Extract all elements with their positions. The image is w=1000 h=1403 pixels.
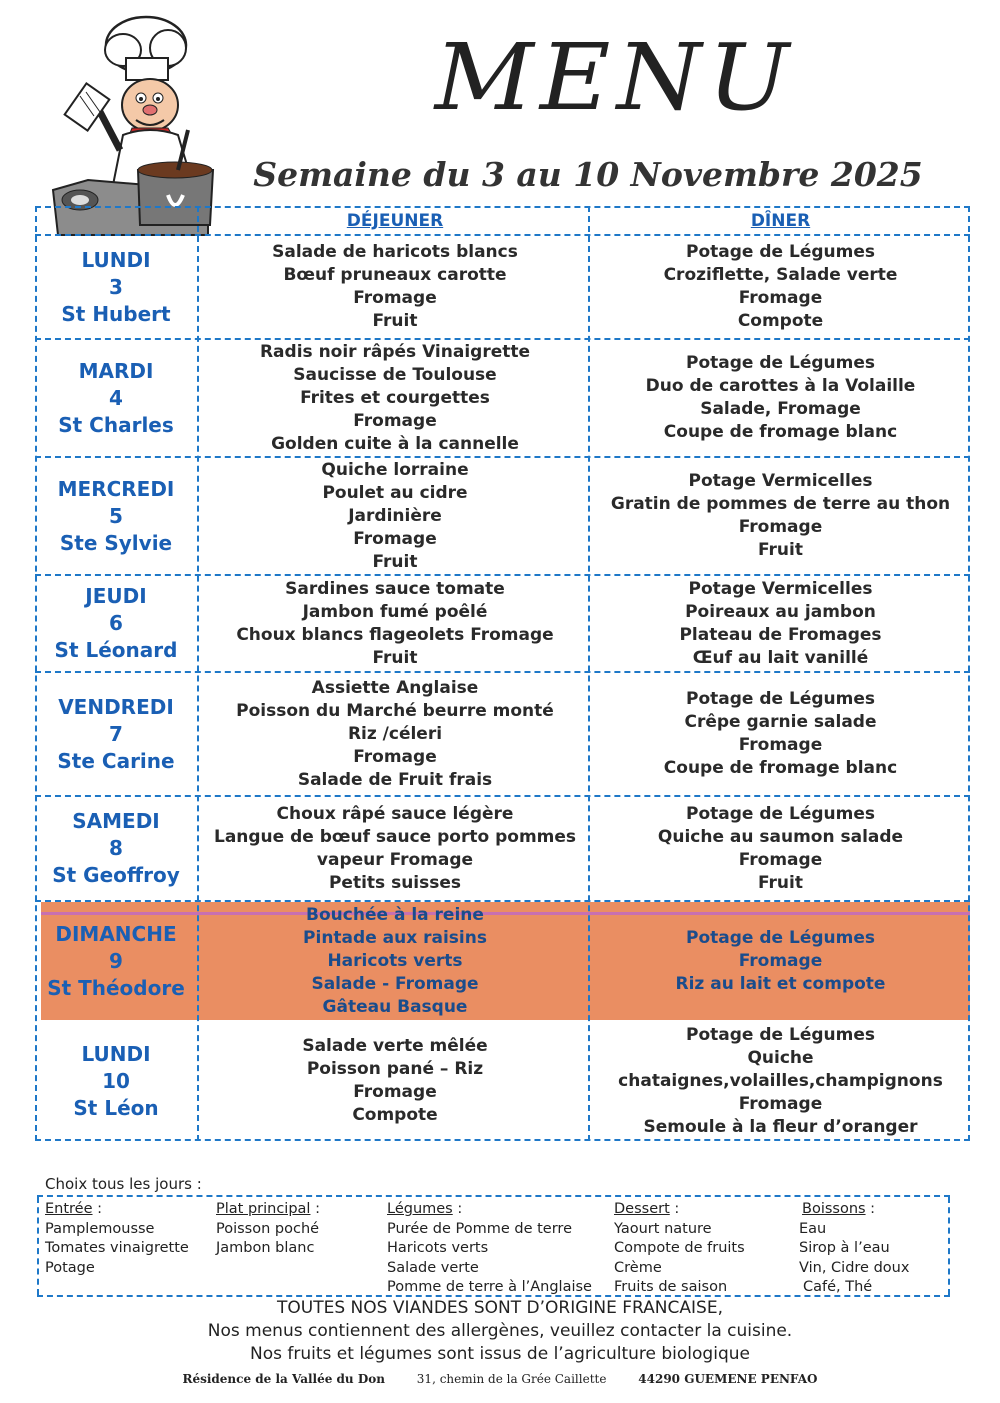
lunch-cell	[201, 1022, 589, 1140]
day-row	[35, 576, 970, 671]
dish: Compote	[737, 311, 824, 331]
dish: Potage de Légumes	[686, 353, 875, 373]
choice-item: Jambon blanc	[216, 1240, 315, 1256]
dish: Choux râpé sauce légère	[276, 803, 514, 824]
lunch-column-header: DÉJEUNER	[346, 211, 444, 231]
dish: Fromage	[353, 1082, 437, 1102]
dinner-cell	[591, 458, 970, 574]
page-title: MENU	[434, 24, 796, 131]
dish: Fromage	[738, 735, 823, 755]
dish: Gratin de pommes de terre au thon	[610, 494, 951, 514]
dish: Poulet au cidre	[322, 482, 468, 503]
day-name: MARDI	[78, 358, 154, 383]
dinner-cell	[591, 1022, 970, 1140]
dish: Quiche au saumon salade	[657, 826, 904, 847]
day-date: 5	[109, 503, 123, 528]
dish: Duo de carottes à la Volaille	[645, 376, 916, 396]
lunch-cell	[201, 797, 589, 900]
day-name: JEUDI	[85, 584, 147, 608]
lunch-cell	[201, 576, 589, 671]
choice-column-entree: Entrée : Pamplemousse Tomates vinaigrette Potage	[45, 1200, 210, 1278]
lunch-cell	[201, 340, 589, 456]
day-row	[35, 340, 970, 456]
dish: Fruit	[372, 311, 418, 331]
day-label	[35, 902, 197, 1020]
day-name: LUNDI	[81, 247, 151, 272]
dish: Plateau de Fromages	[679, 624, 882, 645]
dish: Salade de Fruit frais	[297, 769, 493, 790]
dish: Potage de Légumes	[686, 1024, 875, 1045]
dish: Salade, Fromage	[700, 399, 861, 419]
dish: Salade - Fromage	[311, 973, 479, 994]
organic-notice: Nos fruits et légumes sont issus de l’agriculture biologique	[250, 1344, 750, 1364]
choice-item: Purée de Pomme de terre	[387, 1220, 572, 1237]
choice-item: Café, Thé	[803, 1279, 873, 1295]
choice-heading: Boissons	[802, 1201, 866, 1217]
dish: Sardines sauce tomate	[285, 578, 505, 599]
day-label	[35, 673, 197, 795]
dish: Potage de Légumes	[686, 689, 875, 709]
choice-column-drinks: Boissons : Eau Sirop à l’eau Vin, Cidre doux Café, Thé	[799, 1200, 939, 1298]
dish: Fruit	[758, 872, 803, 893]
day-label	[35, 797, 197, 900]
dish: Jambon fumé poêlé	[302, 601, 488, 622]
choice-item: Fruits de saison	[614, 1279, 728, 1295]
day-label	[35, 340, 197, 456]
day-row	[35, 458, 970, 574]
allergen-notice: Nos menus contiennent des allergènes, veuillez contacter la cuisine.	[207, 1321, 793, 1341]
dish: Fromage	[353, 746, 437, 767]
choice-item: Haricots verts	[387, 1240, 489, 1256]
choice-column-dessert: Dessert : Yaourt nature Compote de fruits Crème Fruits de saison	[614, 1200, 789, 1298]
dish: Fromage	[353, 410, 437, 431]
dish: Riz /céleri	[347, 723, 443, 744]
day-saint: St Léon	[73, 1095, 159, 1120]
dish: Semoule à la fleur d’oranger	[643, 1116, 918, 1137]
dish: Quiche	[747, 1047, 814, 1068]
choice-item: Vin, Cidre doux	[799, 1259, 910, 1276]
choices-title: Choix tous les jours :	[45, 1175, 202, 1193]
day-row-highlighted	[41, 902, 970, 1020]
dish: Fruit	[372, 551, 418, 572]
dish: Poisson du Marché beurre monté	[236, 700, 554, 721]
dinner-cell	[591, 797, 970, 900]
dish: Fruit	[372, 647, 418, 668]
choice-item: Sirop à l’eau	[799, 1240, 890, 1256]
dinner-cell	[591, 576, 970, 671]
day-label	[35, 576, 197, 671]
day-saint: St Hubert	[61, 301, 171, 326]
dish: Frites et courgettes	[300, 387, 490, 408]
city-address: 44290 GUEMENE PENFAO	[638, 1372, 818, 1386]
day-name: MERCREDI	[57, 476, 175, 501]
choice-heading: Légumes	[387, 1201, 453, 1217]
dish: Langue de bœuf sauce porto pommes	[213, 826, 577, 847]
week-subtitle: Semaine du 3 au 10 Novembre 2025	[253, 155, 923, 194]
address-line	[0, 1372, 1000, 1386]
choice-heading: Dessert	[614, 1201, 670, 1217]
choice-item: Pomme de terre à l’Anglaise	[387, 1279, 592, 1295]
day-date: 3	[109, 274, 123, 299]
dinner-cell	[591, 340, 970, 456]
dish: Poireaux au jambon	[685, 601, 876, 622]
dish: Potage de Légumes	[686, 927, 875, 948]
lunch-cell	[201, 902, 589, 1020]
choice-item: Yaourt nature	[614, 1220, 712, 1237]
dish: Potage Vermicelles	[688, 578, 873, 599]
dish: Potage Vermicelles	[688, 471, 873, 491]
dish: Fromage	[353, 288, 437, 308]
day-date: 9	[109, 948, 123, 973]
day-saint: Ste Carine	[57, 748, 175, 773]
day-row	[35, 673, 970, 795]
day-row	[35, 797, 970, 900]
choice-item: Crème	[614, 1259, 662, 1276]
choice-item: Eau	[799, 1220, 827, 1237]
dish: Fromage	[353, 528, 437, 549]
choice-heading: Entrée	[45, 1201, 93, 1217]
dish: Crêpe garnie salade	[684, 712, 877, 732]
dinner-column-header: DÎNER	[750, 211, 811, 231]
dish: Riz au lait et compote	[675, 973, 886, 994]
day-row	[35, 236, 970, 338]
choice-item: Potage	[45, 1259, 95, 1276]
choice-heading: Plat principal	[216, 1201, 311, 1217]
dish: Fromage	[738, 950, 823, 971]
choice-item: Salade verte	[387, 1259, 479, 1276]
dish: Jardinière	[348, 505, 442, 526]
day-date: 4	[109, 385, 123, 410]
day-date: 8	[109, 836, 123, 860]
dish: Œuf au lait vanillé	[692, 647, 869, 668]
street-address: 31, chemin de la Grée Caillette	[416, 1372, 607, 1386]
dish: chataignes,volailles,champignons	[618, 1070, 943, 1091]
dish: Fromage	[738, 1093, 823, 1114]
dish: Coupe de fromage blanc	[663, 758, 898, 778]
day-label	[35, 1022, 197, 1140]
dish: Compote	[352, 1105, 438, 1125]
day-date: 6	[109, 611, 123, 635]
day-saint: St Charles	[58, 412, 174, 437]
day-row	[35, 1022, 970, 1140]
choice-item: Poisson poché	[216, 1220, 320, 1237]
choice-column-main: Plat principal : Poisson poché Jambon blanc	[216, 1200, 381, 1259]
dish: Bœuf pruneaux carotte	[283, 265, 507, 285]
dish: Coupe de fromage blanc	[663, 422, 898, 442]
dish: Potage de Légumes	[686, 242, 875, 262]
dish: Radis noir râpés Vinaigrette	[259, 341, 531, 362]
day-saint: St Geoffroy	[52, 863, 180, 887]
daily-choices	[37, 1195, 950, 1297]
dish: Fromage	[738, 517, 823, 537]
day-name: LUNDI	[81, 1041, 151, 1066]
dish: Potage de Légumes	[686, 803, 875, 824]
lunch-cell	[201, 236, 589, 338]
day-label	[35, 458, 197, 574]
dinner-cell	[591, 236, 970, 338]
day-saint: St Léonard	[54, 638, 178, 662]
dish: Salade verte mêlée	[302, 1036, 488, 1056]
dish: Poisson pané – Riz	[306, 1059, 484, 1079]
dish: Salade de haricots blancs	[272, 242, 518, 262]
dish: Haricots verts	[327, 950, 463, 971]
dish: Golden cuite à la cannelle	[271, 433, 519, 454]
dish: Quiche lorraine	[321, 459, 469, 480]
dish: Croziflette, Salade verte	[663, 265, 898, 285]
day-saint: Ste Sylvie	[59, 530, 173, 555]
dish: Fruit	[758, 540, 803, 560]
dish: Fromage	[738, 288, 823, 308]
menu-table	[35, 206, 970, 1141]
day-name: DIMANCHE	[55, 921, 177, 946]
lunch-cell	[201, 673, 589, 795]
dinner-cell	[591, 902, 970, 1020]
choice-item: Tomates vinaigrette	[45, 1240, 189, 1256]
dinner-cell	[591, 673, 970, 795]
dish: vapeur Fromage	[316, 849, 474, 870]
day-label	[35, 236, 197, 338]
dish: Bouchée à la reine	[306, 904, 484, 925]
dish: Choux blancs flageolets Fromage	[236, 624, 554, 645]
dish: Saucisse de Toulouse	[293, 364, 497, 385]
dish: Pintade aux raisins	[303, 927, 487, 948]
dish: Assiette Anglaise	[311, 677, 479, 698]
choice-column-vegetables: Légumes : Purée de Pomme de terre Haricots verts Salade verte Pomme de terre à l’Anglaise	[387, 1200, 612, 1298]
dish: Gâteau Basque	[322, 996, 468, 1017]
choice-item: Pamplemousse	[45, 1220, 155, 1237]
origin-notice: TOUTES NOS VIANDES SONT D’ORIGINE FRANCAISE,	[277, 1298, 723, 1318]
dish: Fromage	[738, 849, 823, 870]
day-name: SAMEDI	[72, 809, 160, 833]
day-saint: St Théodore	[47, 975, 185, 1000]
dish: Petits suisses	[328, 872, 462, 893]
lunch-cell	[201, 458, 589, 574]
day-name: VENDREDI	[58, 694, 174, 719]
day-date: 10	[102, 1068, 130, 1093]
choice-item: Compote de fruits	[614, 1240, 745, 1256]
day-date: 7	[109, 721, 123, 746]
residence-name: Résidence de la Vallée du Don	[182, 1372, 385, 1386]
